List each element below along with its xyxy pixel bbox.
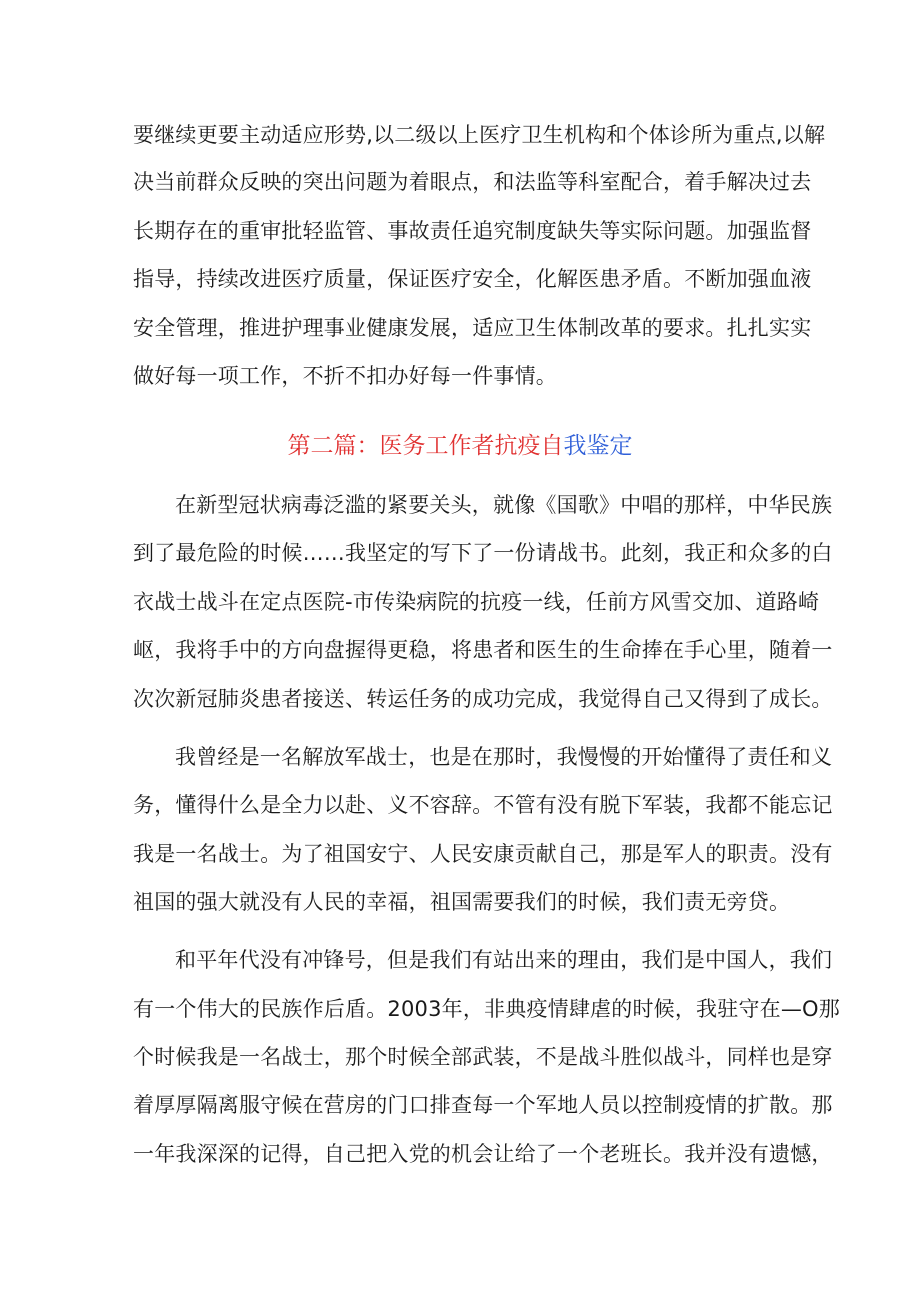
section-heading-red-part: 第二篇：医务工作者抗疫自 [287,433,564,459]
paragraph-4-line-3: 个时候我是一名战士，那个时候全部武装，不是战斗胜似战斗，同样也是穿 [133,1045,833,1069]
paragraph-2-line-5: 次次新冠肺炎患者接送、转运任务的成功完成，我觉得自己又得到了成长。 [133,687,833,711]
paragraph-1-line-4: 指导，持续改进医疗质量，保证医疗安全，化解医患矛盾。不断加强血液 [133,267,812,291]
paragraph-1-line-1: 要继续更要主动适应形势,以二级以上医疗卫生机构和个体诊所为重点,以解 [133,123,826,147]
paragraph-4-line-2: 有一个伟大的民族作后盾。2003年，非典疫情肆虐的时候，我驻守在—O那 [133,997,840,1021]
paragraph-1-line-3: 长期存在的重审批轻监管、事故责任追究制度缺失等实际问题。加强监督 [133,219,812,243]
paragraph-3-line-4: 祖国的强大就没有人民的幸福，祖国需要我们的时候，我们责无旁贷。 [133,890,791,914]
paragraph-2-line-3: 衣战士战斗在定点医院-市传染病院的抗疫一线，任前方风雪交加、道路崎 [133,590,820,614]
section-heading-blue-part: 我鉴定 [563,433,633,459]
paragraph-4-line-4: 着厚厚隔离服守候在营房的门口排查每一个军地人员以控制疫情的扩散。那 [133,1093,833,1117]
paragraph-3-line-1: 我曾经是一名解放军战士，也是在那时，我慢慢的开始懂得了责任和义 [175,745,833,769]
paragraph-4-line-5: 一年我深深的记得，自己把入党的机会让给了一个老班长。我并没有遗憾， [133,1142,833,1166]
paragraph-2-line-2: 到了最危险的时候……我坚定的写下了一份请战书。此刻，我正和众多的白 [133,541,833,565]
paragraph-1-line-6: 做好每一项工作，不折不扣办好每一件事情。 [133,364,557,388]
paragraph-2-line-4: 岖，我将手中的方向盘握得更稳，将患者和医生的生命捧在手心里，随着一 [133,638,833,662]
section-heading [0,430,920,462]
paragraph-1-line-2: 决当前群众反映的突出问题为着眼点，和法监等科室配合，着手解决过去 [133,170,812,194]
paragraph-3-line-3: 我是一名战士。为了祖国安宁、人民安康贡献自己，那是军人的职责。没有 [133,842,833,866]
paragraph-3-line-2: 务，懂得什么是全力以赴、义不容辞。不管有没有脱下军装，我都不能忘记 [133,793,833,817]
paragraph-4-line-1: 和平年代没有冲锋号，但是我们有站出来的理由，我们是中国人，我们 [175,948,833,972]
paragraph-1-line-5: 安全管理，推进护理事业健康发展，适应卫生体制改革的要求。扎扎实实 [133,316,812,340]
paragraph-2-line-1: 在新型冠状病毒泛滥的紧要关头，就像《国歌》中唱的那样，中华民族 [175,493,833,517]
